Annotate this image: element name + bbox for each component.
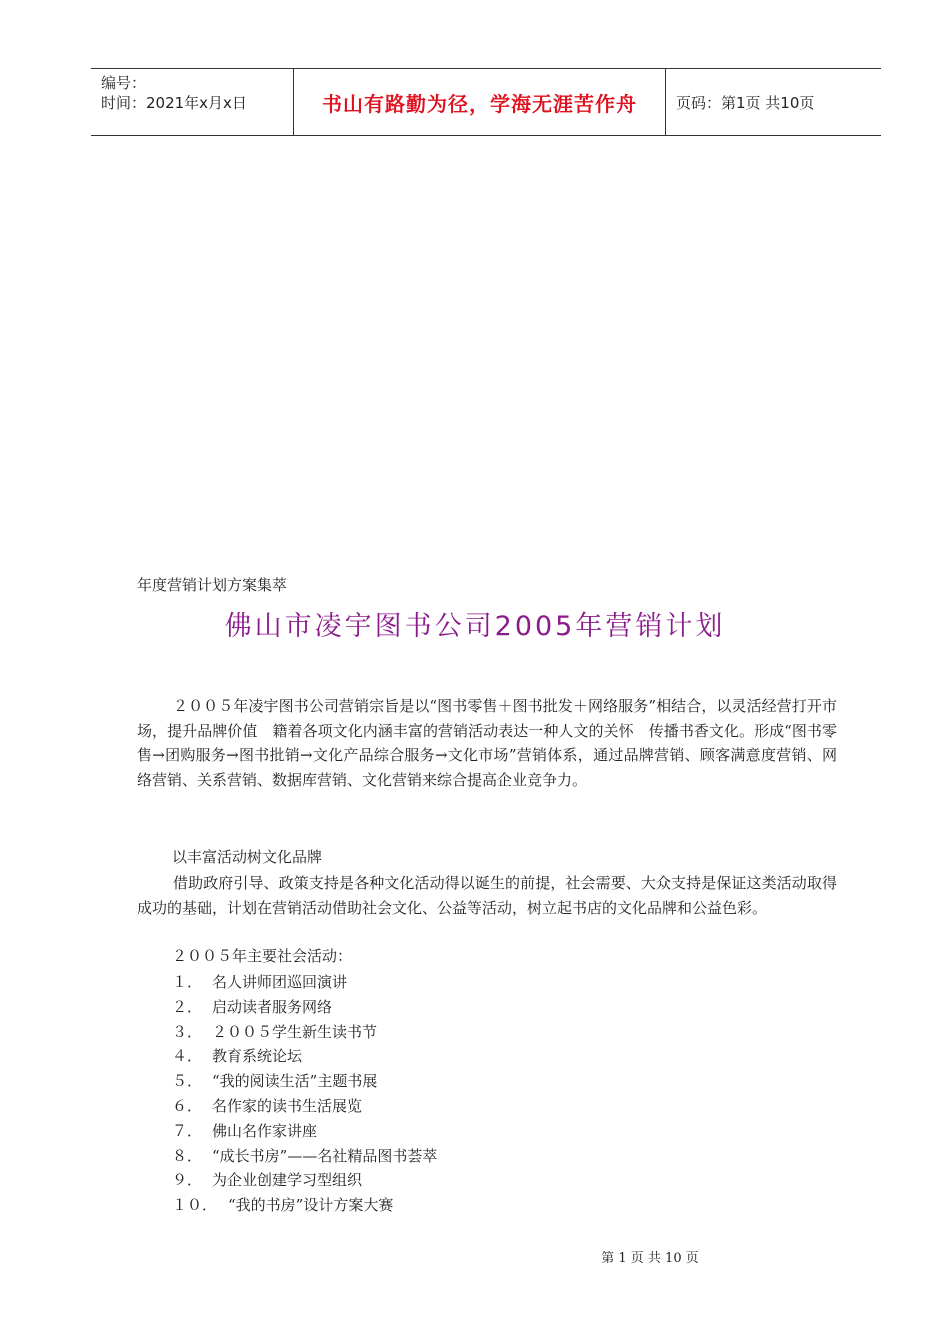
list-item xyxy=(172,995,437,1020)
list-item-text: 佛山名作家讲座 xyxy=(212,1121,318,1140)
serial-label: 编号： xyxy=(101,74,147,92)
list-item xyxy=(172,1044,437,1069)
header-motto-cell xyxy=(293,69,666,135)
list-item-text: “我的阅读生活”主题书展 xyxy=(212,1072,378,1091)
list-item-number: ３． xyxy=(172,1022,203,1041)
list-item xyxy=(172,1020,437,1045)
list-item-number: ５． xyxy=(172,1072,203,1091)
list-item-number: １０． xyxy=(172,1196,218,1215)
list-item-text: 启动读者服务网络 xyxy=(212,997,333,1016)
list-item-text: 名作家的读书生活展览 xyxy=(212,1096,363,1115)
page-info: 页码：第1页 共10页 xyxy=(676,93,815,112)
list-item-number: ７． xyxy=(172,1121,203,1140)
header-meta-cell xyxy=(91,69,293,135)
document-category: 年度营销计划方案集萃 xyxy=(137,576,288,594)
intro-paragraph: ２００５年凌宇图书公司营销宗旨是以“图书零售＋图书批发＋网络服务”相结合，以灵活经营打开市场，提升品牌价值 籍着各项文化内涵丰富的营销活动表达一种人文的关怀 传播书香文化。形成“图书零售→团购服务→图书批销→文化产品综合服务→文化市场”营销体系，通过品牌营销、顾客满意度营销、网络营销、关系营销、数据库营销、文化营销来综合提高企业竞争力。 xyxy=(137,697,837,789)
list-item xyxy=(172,1094,437,1119)
list-item xyxy=(172,1168,437,1193)
list-item-text: ２００５学生新生读书节 xyxy=(212,1022,378,1041)
list-item-number: ２． xyxy=(172,997,203,1016)
time-label: 时间：2021年x月x日 xyxy=(101,94,247,112)
list-item-number: ４． xyxy=(172,1047,203,1066)
list-item-number: １． xyxy=(172,973,203,991)
activity-list xyxy=(172,970,437,1218)
header-page-cell xyxy=(666,69,881,135)
section-paragraph: 借助政府引导、政策支持是各种文化活动得以诞生的前提，社会需要、大众支持是保证这类活动取得成功的基础，计划在营销活动借助社会文化、公益等活动，树立起书店的文化品牌和公益色彩。 xyxy=(137,874,837,917)
list-item-text: 名人讲师团巡回演讲 xyxy=(212,973,348,991)
document-title: 佛山市凌宇图书公司2005年营销计划 xyxy=(224,611,726,642)
list-item xyxy=(172,1069,437,1094)
page-footer: 第 1 页 共 10 页 xyxy=(601,1251,699,1266)
list-item-text: 为企业创建学习型组织 xyxy=(212,1171,363,1190)
list-item-number: ９． xyxy=(172,1171,203,1190)
section-heading: 以丰富活动树文化品牌 xyxy=(172,848,323,866)
list-item-number: ８． xyxy=(172,1146,203,1165)
list-item-text: 教育系统论坛 xyxy=(212,1047,303,1066)
list-item xyxy=(172,1193,437,1218)
list-item xyxy=(172,970,437,995)
motto-text: 书山有路勤为径，学海无涯苦作舟 xyxy=(322,91,637,116)
list-item-text: “我的书房”设计方案大赛 xyxy=(228,1196,394,1215)
header-table xyxy=(91,68,881,136)
list-item xyxy=(172,1119,437,1144)
list-item-number: ６． xyxy=(172,1096,203,1115)
list-item-text: “成长书房”——名社精品图书荟萃 xyxy=(212,1146,438,1165)
activities-intro: ２００５年主要社会活动： xyxy=(172,947,353,965)
list-item xyxy=(172,1144,437,1169)
